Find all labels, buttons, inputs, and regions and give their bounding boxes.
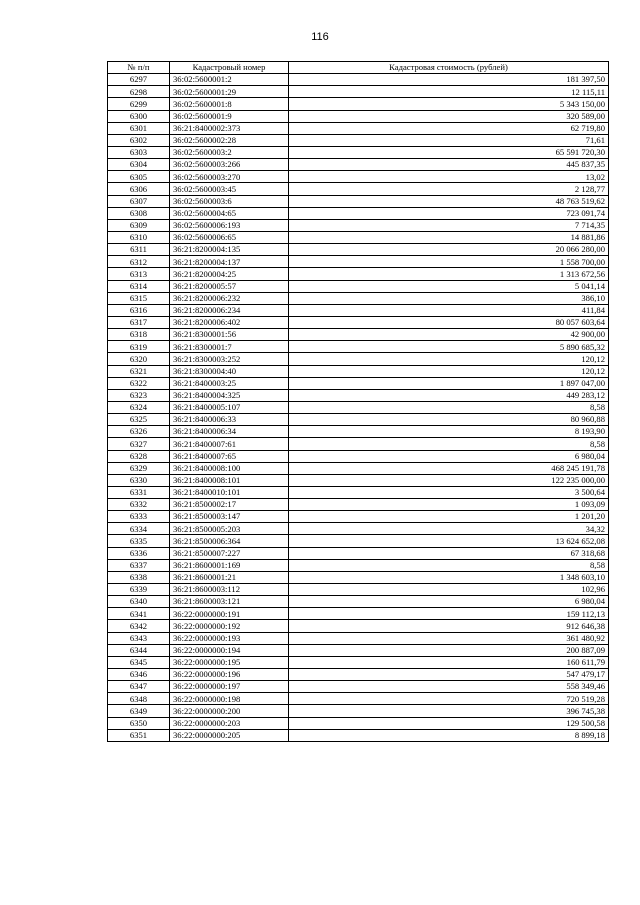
cadastral-value-cell: 912 646,38 (289, 620, 609, 632)
row-number-cell: 6301 (108, 122, 170, 134)
table-row (108, 523, 609, 535)
row-number-cell: 6324 (108, 401, 170, 413)
cadastral-number-cell: 36:21:8400008:100 (170, 462, 289, 474)
cadastral-value-cell: 1 348 603,10 (289, 571, 609, 583)
cadastral-value-cell: 13,02 (289, 171, 609, 183)
cadastral-value-cell: 1 093,09 (289, 499, 609, 511)
table-row (108, 414, 609, 426)
table-row (108, 486, 609, 498)
cadastral-number-cell: 36:21:8500006:364 (170, 535, 289, 547)
row-number-cell: 6335 (108, 535, 170, 547)
cadastral-value-cell: 65 591 720,30 (289, 146, 609, 158)
header-row-number: № п/п (108, 62, 170, 74)
row-number-cell: 6326 (108, 426, 170, 438)
table-row (108, 292, 609, 304)
cadastral-value-cell: 12 115,11 (289, 86, 609, 98)
table-row (108, 219, 609, 231)
row-number-cell: 6348 (108, 693, 170, 705)
row-number-cell: 6320 (108, 353, 170, 365)
table-row (108, 86, 609, 98)
row-number-cell: 6306 (108, 183, 170, 195)
cadastral-value-cell: 71,61 (289, 134, 609, 146)
row-number-cell: 6312 (108, 256, 170, 268)
row-number-cell: 6329 (108, 462, 170, 474)
cadastral-value-cell: 6 980,04 (289, 596, 609, 608)
page-number: 116 (311, 31, 329, 43)
cadastral-number-cell: 36:02:5600001:9 (170, 110, 289, 122)
cadastral-number-cell: 36:21:8200006:234 (170, 304, 289, 316)
cadastral-number-cell: 36:21:8500002:17 (170, 499, 289, 511)
row-number-cell: 6334 (108, 523, 170, 535)
cadastral-number-cell: 36:02:5600003:2 (170, 146, 289, 158)
row-number-cell: 6307 (108, 195, 170, 207)
row-number-cell: 6347 (108, 681, 170, 693)
table-row (108, 304, 609, 316)
row-number-cell: 6310 (108, 231, 170, 243)
cadastral-value-cell: 5 041,14 (289, 280, 609, 292)
table-row (108, 535, 609, 547)
cadastral-value-cell: 120,12 (289, 353, 609, 365)
table-row (108, 110, 609, 122)
cadastral-value-cell: 1 558 700,00 (289, 256, 609, 268)
table-row (108, 717, 609, 729)
cadastral-number-cell: 36:21:8300004:40 (170, 365, 289, 377)
row-number-cell: 6297 (108, 74, 170, 86)
row-number-cell: 6331 (108, 486, 170, 498)
header-cadastral-value: Кадастровая стоимость (рублей) (289, 62, 609, 74)
cadastral-value-cell: 8,58 (289, 559, 609, 571)
cadastral-number-cell: 36:21:8400008:101 (170, 474, 289, 486)
row-number-cell: 6346 (108, 669, 170, 681)
table-row (108, 207, 609, 219)
row-number-cell: 6313 (108, 268, 170, 280)
cadastral-number-cell: 36:21:8300001:7 (170, 341, 289, 353)
table-row (108, 450, 609, 462)
cadastral-value-cell: 8 193,90 (289, 426, 609, 438)
cadastral-number-cell: 36:02:5600003:6 (170, 195, 289, 207)
cadastral-value-cell: 80 057 603,64 (289, 316, 609, 328)
row-number-cell: 6330 (108, 474, 170, 486)
row-number-cell: 6337 (108, 559, 170, 571)
cadastral-value-cell: 122 235 000,00 (289, 474, 609, 486)
table-row (108, 559, 609, 571)
table-row (108, 438, 609, 450)
cadastral-number-cell: 36:22:0000000:195 (170, 656, 289, 668)
table-row (108, 571, 609, 583)
cadastral-number-cell: 36:22:0000000:198 (170, 693, 289, 705)
row-number-cell: 6342 (108, 620, 170, 632)
row-number-cell: 6332 (108, 499, 170, 511)
table-row (108, 499, 609, 511)
cadastral-value-cell: 396 745,38 (289, 705, 609, 717)
cadastral-value-cell: 449 283,12 (289, 389, 609, 401)
table-body (108, 74, 609, 742)
row-number-cell: 6314 (108, 280, 170, 292)
cadastral-number-cell: 36:22:0000000:192 (170, 620, 289, 632)
cadastral-number-cell: 36:21:8300001:56 (170, 329, 289, 341)
cadastral-value-cell: 8,58 (289, 401, 609, 413)
row-number-cell: 6350 (108, 717, 170, 729)
table-row (108, 195, 609, 207)
cadastral-value-cell: 42 900,00 (289, 329, 609, 341)
row-number-cell: 6318 (108, 329, 170, 341)
cadastral-value-cell: 120,12 (289, 365, 609, 377)
cadastral-number-cell: 36:21:8600001:21 (170, 571, 289, 583)
cadastral-value-cell: 14 881,86 (289, 231, 609, 243)
row-number-cell: 6351 (108, 729, 170, 741)
row-number-cell: 6343 (108, 632, 170, 644)
cadastral-value-cell: 80 960,88 (289, 414, 609, 426)
table-row (108, 98, 609, 110)
cadastral-number-cell: 36:21:8200006:232 (170, 292, 289, 304)
cadastral-number-cell: 36:02:5600002:28 (170, 134, 289, 146)
cadastral-number-cell: 36:21:8400006:33 (170, 414, 289, 426)
cadastral-value-cell: 102,96 (289, 584, 609, 596)
cadastral-number-cell: 36:21:8500005:203 (170, 523, 289, 535)
cadastral-number-cell: 36:21:8300003:252 (170, 353, 289, 365)
cadastral-value-cell: 386,10 (289, 292, 609, 304)
cadastral-value-cell: 67 318,68 (289, 547, 609, 559)
cadastral-number-cell: 36:22:0000000:203 (170, 717, 289, 729)
row-number-cell: 6338 (108, 571, 170, 583)
cadastral-value-cell: 160 611,79 (289, 656, 609, 668)
table-row (108, 74, 609, 86)
row-number-cell: 6325 (108, 414, 170, 426)
cadastral-number-cell: 36:21:8400002:373 (170, 122, 289, 134)
row-number-cell: 6304 (108, 159, 170, 171)
cadastral-value-cell: 361 480,92 (289, 632, 609, 644)
cadastral-value-cell: 8 899,18 (289, 729, 609, 741)
header-cadastral-number: Кадастровый номер (170, 62, 289, 74)
cadastral-value-cell: 181 397,50 (289, 74, 609, 86)
table-row (108, 268, 609, 280)
cadastral-number-cell: 36:21:8200005:57 (170, 280, 289, 292)
cadastral-value-cell: 62 719,80 (289, 122, 609, 134)
row-number-cell: 6299 (108, 98, 170, 110)
cadastral-value-cell: 411,84 (289, 304, 609, 316)
table-row (108, 596, 609, 608)
row-number-cell: 6323 (108, 389, 170, 401)
cadastral-value-cell: 8,58 (289, 438, 609, 450)
row-number-cell: 6316 (108, 304, 170, 316)
cadastral-number-cell: 36:21:8500003:147 (170, 511, 289, 523)
row-number-cell: 6321 (108, 365, 170, 377)
cadastral-value-cell: 5 343 150,00 (289, 98, 609, 110)
row-number-cell: 6339 (108, 584, 170, 596)
cadastral-number-cell: 36:22:0000000:200 (170, 705, 289, 717)
cadastral-value-cell: 13 624 652,08 (289, 535, 609, 547)
table-row (108, 547, 609, 559)
cadastral-value-cell: 6 980,04 (289, 450, 609, 462)
cadastral-value-cell: 723 091,74 (289, 207, 609, 219)
cadastral-number-cell: 36:21:8400006:34 (170, 426, 289, 438)
table-row (108, 365, 609, 377)
table-row (108, 729, 609, 741)
cadastral-number-cell: 36:02:5600001:8 (170, 98, 289, 110)
row-number-cell: 6340 (108, 596, 170, 608)
row-number-cell: 6327 (108, 438, 170, 450)
cadastral-number-cell: 36:21:8400005:107 (170, 401, 289, 413)
row-number-cell: 6341 (108, 608, 170, 620)
table-row (108, 474, 609, 486)
table-row (108, 377, 609, 389)
row-number-cell: 6309 (108, 219, 170, 231)
cadastral-number-cell: 36:21:8400007:65 (170, 450, 289, 462)
table-row (108, 389, 609, 401)
table-row (108, 632, 609, 644)
row-number-cell: 6322 (108, 377, 170, 389)
row-number-cell: 6298 (108, 86, 170, 98)
cadastral-value-cell: 720 519,28 (289, 693, 609, 705)
row-number-cell: 6308 (108, 207, 170, 219)
table-row (108, 122, 609, 134)
cadastral-number-cell: 36:22:0000000:197 (170, 681, 289, 693)
cadastral-value-cell: 7 714,35 (289, 219, 609, 231)
cadastral-number-cell: 36:21:8200006:402 (170, 316, 289, 328)
cadastral-number-cell: 36:02:5600001:29 (170, 86, 289, 98)
table-row (108, 681, 609, 693)
table-row (108, 256, 609, 268)
cadastral-number-cell: 36:21:8400003:25 (170, 377, 289, 389)
cadastral-value-cell: 468 245 191,78 (289, 462, 609, 474)
table-row (108, 171, 609, 183)
cadastral-number-cell: 36:02:5600003:270 (170, 171, 289, 183)
cadastral-number-cell: 36:22:0000000:194 (170, 644, 289, 656)
cadastral-number-cell: 36:21:8200004:25 (170, 268, 289, 280)
cadastral-value-cell: 1 897 047,00 (289, 377, 609, 389)
cadastral-value-cell: 1 201,20 (289, 511, 609, 523)
table-row (108, 146, 609, 158)
table-row (108, 511, 609, 523)
cadastral-number-cell: 36:21:8500007:227 (170, 547, 289, 559)
row-number-cell: 6333 (108, 511, 170, 523)
cadastral-number-cell: 36:02:5600006:65 (170, 231, 289, 243)
cadastral-value-cell: 547 479,17 (289, 669, 609, 681)
table-header-row (108, 62, 609, 74)
row-number-cell: 6328 (108, 450, 170, 462)
table-row (108, 244, 609, 256)
cadastral-number-cell: 36:02:5600003:45 (170, 183, 289, 195)
cadastral-value-cell: 20 066 280,00 (289, 244, 609, 256)
cadastral-value-cell: 48 763 519,62 (289, 195, 609, 207)
cadastral-number-cell: 36:22:0000000:205 (170, 729, 289, 741)
table-row (108, 341, 609, 353)
cadastral-number-cell: 36:22:0000000:191 (170, 608, 289, 620)
cadastral-number-cell: 36:02:5600001:2 (170, 74, 289, 86)
cadastral-number-cell: 36:02:5600006:193 (170, 219, 289, 231)
table-row (108, 231, 609, 243)
table-row (108, 134, 609, 146)
cadastral-number-cell: 36:21:8600003:112 (170, 584, 289, 596)
table-row (108, 656, 609, 668)
cadastral-value-cell: 3 500,64 (289, 486, 609, 498)
cadastral-number-cell: 36:21:8400010:101 (170, 486, 289, 498)
table-row (108, 462, 609, 474)
table-row (108, 644, 609, 656)
row-number-cell: 6305 (108, 171, 170, 183)
cadastral-number-cell: 36:21:8400004:325 (170, 389, 289, 401)
row-number-cell: 6311 (108, 244, 170, 256)
row-number-cell: 6319 (108, 341, 170, 353)
cadastral-value-cell: 445 837,35 (289, 159, 609, 171)
cadastral-value-cell: 558 349,46 (289, 681, 609, 693)
cadastral-number-cell: 36:21:8400007:61 (170, 438, 289, 450)
cadastral-number-cell: 36:02:5600004:65 (170, 207, 289, 219)
cadastral-value-cell: 129 500,58 (289, 717, 609, 729)
row-number-cell: 6300 (108, 110, 170, 122)
cadastral-number-cell: 36:21:8600003:121 (170, 596, 289, 608)
table-row (108, 426, 609, 438)
table-row (108, 183, 609, 195)
row-number-cell: 6315 (108, 292, 170, 304)
table-row (108, 693, 609, 705)
table-row (108, 669, 609, 681)
cadastral-number-cell: 36:21:8200004:137 (170, 256, 289, 268)
cadastral-number-cell: 36:21:8600001:169 (170, 559, 289, 571)
table-row (108, 280, 609, 292)
cadastral-value-cell: 159 112,13 (289, 608, 609, 620)
cadastral-value-cell: 200 887,09 (289, 644, 609, 656)
table-row (108, 608, 609, 620)
table-row (108, 329, 609, 341)
cadastral-number-cell: 36:21:8200004:135 (170, 244, 289, 256)
row-number-cell: 6303 (108, 146, 170, 158)
cadastral-value-cell: 1 313 672,56 (289, 268, 609, 280)
table-row (108, 159, 609, 171)
table-row (108, 316, 609, 328)
row-number-cell: 6317 (108, 316, 170, 328)
table-row (108, 353, 609, 365)
cadastral-value-cell: 2 128,77 (289, 183, 609, 195)
table-row (108, 401, 609, 413)
row-number-cell: 6302 (108, 134, 170, 146)
row-number-cell: 6349 (108, 705, 170, 717)
row-number-cell: 6345 (108, 656, 170, 668)
cadastral-number-cell: 36:22:0000000:193 (170, 632, 289, 644)
cadastral-number-cell: 36:02:5600003:266 (170, 159, 289, 171)
table-row (108, 705, 609, 717)
cadastral-value-table (107, 61, 609, 742)
table-row (108, 620, 609, 632)
cadastral-value-cell: 320 589,00 (289, 110, 609, 122)
cadastral-value-cell: 5 890 685,32 (289, 341, 609, 353)
row-number-cell: 6336 (108, 547, 170, 559)
cadastral-number-cell: 36:22:0000000:196 (170, 669, 289, 681)
cadastral-value-cell: 34,32 (289, 523, 609, 535)
row-number-cell: 6344 (108, 644, 170, 656)
table-row (108, 584, 609, 596)
